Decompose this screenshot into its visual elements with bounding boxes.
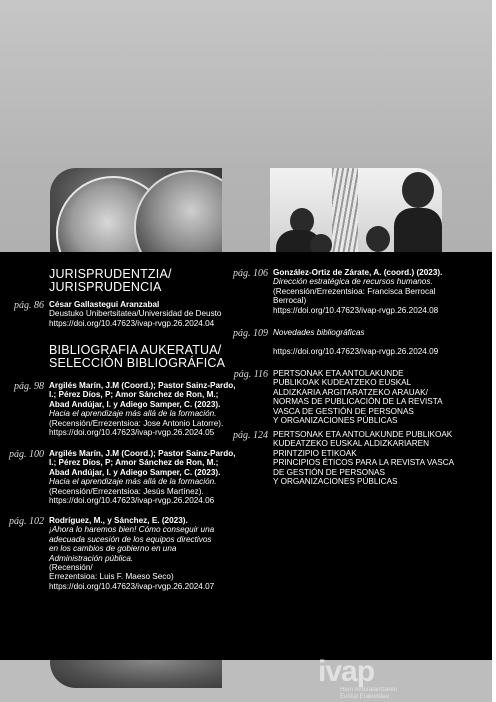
person-image (402, 172, 434, 208)
entry-authors: César Gallastegui Aranzabal (49, 300, 160, 309)
entry-authors: Abad Andújar, I. y Adiego Samper, C. (2023). (49, 467, 221, 477)
logo-subtitle (340, 687, 397, 700)
entry-authors: I.; Pérez Díos, P; Amor Sánchez de Ron, M.; (49, 390, 219, 400)
entry-link[interactable]: https://doi.org/10.47623/ivap-rvgp.26.2024.08 (273, 305, 439, 315)
logo-subtitle-line: Euskal Erakundea (340, 693, 389, 700)
entry-line: KUDEATZEKO EUSKAL ALDIZKARIAREN (273, 439, 430, 449)
entry-line: NORMAS DE PUBLICACIÓN DE LA REVISTA (273, 397, 443, 407)
entry-line: (Recensión/ (49, 563, 93, 573)
entry-link[interactable]: https://doi.org/10.47623/ivap-rvgp.26.2024.09 (273, 346, 439, 356)
entry-line: Berrocal) (273, 296, 307, 306)
bibliography-heading (49, 344, 239, 370)
page-number: pág. 116 (233, 369, 268, 380)
entry-link[interactable]: https://doi.org/10.47623/ivap-rvgp.26.2024.05 (49, 428, 215, 438)
entry-line: PERTSONAK ETA ANTOLAKUNDE (273, 369, 404, 378)
entry-line: DE GESTIÓN DE PERSONAS (273, 467, 385, 477)
bottom-photo (50, 660, 222, 688)
entry-authors: González-Ortiz de Zárate, A. (coord.) (2023). (273, 268, 443, 277)
entry-line: ALDIZKARIA ARGITARATZEKO ARAUAK/ (273, 387, 428, 397)
entry-link[interactable]: https://doi.org/10.47623/ivap-rvgp.26.2024.04 (49, 318, 215, 328)
coin-image (134, 170, 222, 254)
entry-authors: Rodríguez, M., y Sánchez, E. (2023). (49, 516, 188, 525)
spacer (273, 337, 489, 346)
entry-title: Administración pública. (49, 553, 134, 563)
entry-link[interactable]: https://doi.org/10.47623/ivap-rvgp.26.2024.07 (49, 581, 215, 591)
toc-entry[interactable] (49, 300, 239, 328)
entry-title: Hacia el aprendizaje más allá de la formación. (49, 477, 217, 487)
entry-title: Hacia el aprendizaje más allá de la formación. (49, 409, 217, 419)
entry-line: (Recensión/Errezentsioa: Jesús Martínez). (49, 486, 204, 496)
toc-entry[interactable] (273, 268, 489, 315)
page-number: pág. 102 (9, 516, 44, 527)
toc-entry[interactable] (273, 430, 489, 486)
logo-subtitle-line: Herri Arduralaritzaren (340, 687, 398, 693)
toc-entry[interactable] (49, 381, 239, 437)
entry-line: (Recensión/Errezentsioa: Francisca Berrocal (273, 286, 436, 296)
entry-link[interactable]: https://doi.org/10.47623/ivap-rvgp.26.2024.06 (49, 496, 215, 506)
person-image (394, 208, 442, 254)
page-number: pág. 109 (233, 328, 268, 339)
contents-panel (0, 252, 492, 660)
person-image (310, 234, 332, 254)
entry-title: en los cambios de gobierno en una (49, 544, 177, 554)
page-number: pág. 98 (14, 381, 44, 392)
jurisprudence-heading (49, 268, 239, 294)
heading-line: JURISPRUDENCIA (49, 280, 162, 294)
entry-title: Dirección estratégica de recursos humanos. (273, 277, 433, 287)
page-number: pág. 106 (233, 268, 268, 279)
entry-authors: Argilés Marín, J.M (Coord.); Pastor Sainz-Pardo, (49, 381, 236, 390)
page-number: pág. 86 (14, 300, 44, 311)
people-photo (270, 168, 442, 254)
entry-line: PERTSONAK ETA ANTOLAKUNDE PUBLIKOAK (273, 430, 453, 439)
tower-image (332, 168, 358, 254)
entry-line: VASCA DE GESTIÓN DE PERSONAS (273, 406, 414, 416)
entry-title: ¡Ahora lo haremos bien! Cómo conseguir una (49, 525, 215, 535)
entry-line: PRINCIPIOS ÉTICOS PARA LA REVISTA VASCA (273, 458, 455, 468)
toc-entry[interactable] (49, 516, 239, 591)
heading-line: JURISPRUDENTZIA/ (49, 267, 172, 281)
coins-photo (50, 168, 222, 254)
entry-title: Novedades bibliográficas (273, 328, 365, 337)
logo-word: ivap (318, 655, 375, 688)
entry-authors: Argilés Marín, J.M (Coord.); Pastor Sainz-Pardo, (49, 449, 236, 458)
entry-title: adecuada sucesión de los equipos directivos (49, 534, 212, 544)
entry-authors: Abad Andújar, I. y Adiego Samper, C. (2023). (49, 399, 221, 409)
entry-line: PUBLIKOAK KUDEATZEKO EUSKAL (273, 378, 412, 388)
toc-entry[interactable] (273, 328, 489, 356)
heading-line: SELECCIÓN BIBLIOGRÁFICA (49, 356, 226, 370)
page-number: pág. 100 (9, 449, 44, 460)
entry-authors: I.; Pérez Díos, P; Amor Sánchez de Ron, M.; (49, 458, 219, 468)
entry-line: Y ORGANIZACIONES PÚBLICAS (273, 477, 398, 487)
page-margin (492, 0, 496, 702)
entry-line: Y ORGANIZACIONES PÚBLICAS (273, 416, 398, 426)
entry-line: Errezentsioa: Luis F. Maeso Seco) (49, 572, 174, 582)
person-image (366, 226, 390, 252)
page-number: pág. 124 (233, 430, 268, 441)
entry-line: (Recensión/Errezentsioa: Jose Antonio Latorre). (49, 418, 224, 428)
heading-line: BIBLIOGRAFIA AUKERATUA/ (49, 343, 222, 357)
entry-line: PRINTZIPIO ETIKOAK (273, 448, 357, 458)
entry-line: Deustuko Unibertsitatea/Universidad de Deusto (49, 309, 222, 319)
toc-entry[interactable] (273, 369, 489, 425)
toc-entry[interactable] (49, 449, 239, 505)
